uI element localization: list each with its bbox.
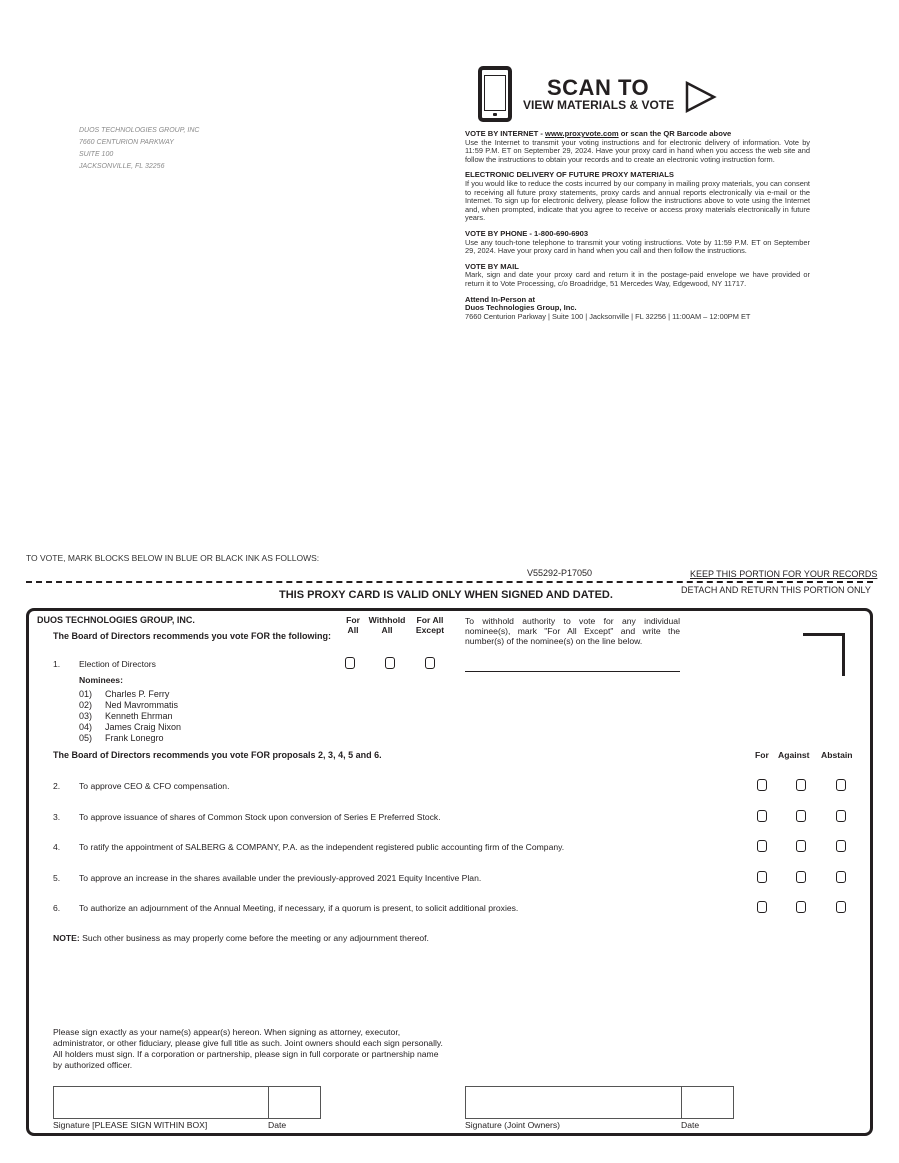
checkbox-abstain[interactable] xyxy=(836,810,846,822)
phone-heading: VOTE BY PHONE - 1-800-690-6903 xyxy=(465,228,589,238)
other-business-note: NOTE: Such other business as may properly come before the meeting or any adjournment thereof. xyxy=(53,933,429,943)
col-abstain: Abstain xyxy=(821,750,853,760)
joint-signature-label: Signature (Joint Owners) xyxy=(465,1120,561,1130)
attend-address: 7660 Centurion Parkway | Suite 100 | Jacksonville | FL 32256 | 11:00AM – 12:00PM ET xyxy=(465,311,751,321)
voting-instructions xyxy=(465,130,810,328)
col-for-all-except: For All Except xyxy=(415,615,445,635)
signature-label: Signature [PLEASE SIGN WITHIN BOX] xyxy=(53,1120,208,1130)
checkbox-for[interactable] xyxy=(757,901,767,913)
item-number: 1. xyxy=(53,659,61,669)
board-recommendation-proposals: The Board of Directors recommends you vote FOR proposals 2, 3, 4, 5 and 6. xyxy=(53,750,382,760)
proposal-text: To ratify the appointment of SALBERG & COMPANY, P.A. as the independent registered public accounting firm of the Company. xyxy=(79,842,565,852)
return-address-line: DUOS TECHNOLOGIES GROUP, INC xyxy=(79,127,200,134)
proposal-number: 5. xyxy=(53,873,61,883)
detach-return-label: DETACH AND RETURN THIS PORTION ONLY xyxy=(681,585,871,595)
except-write-in-line[interactable] xyxy=(465,671,680,672)
checkbox-for[interactable] xyxy=(757,779,767,791)
nominee-list xyxy=(79,689,181,744)
proposal-number: 4. xyxy=(53,842,61,852)
checkbox-for[interactable] xyxy=(757,810,767,822)
mail-heading: VOTE BY MAIL xyxy=(465,261,519,271)
keep-portion-label: KEEP THIS PORTION FOR YOUR RECORDS xyxy=(686,569,881,579)
internet-body: Use the Internet to transmit your voting instructions and for electronic delivery of information. Vote by 11:59 P.M. ET on September 29, 2024. Have your proxy card in hand when you access the web site and follow the instructions to obtain your records and to create an electronic voting instruction form. xyxy=(465,137,810,164)
item-label-election: Election of Directors xyxy=(79,659,156,669)
scan-subtitle: VIEW MATERIALS & VOTE xyxy=(523,98,675,112)
checkbox-withhold-all[interactable] xyxy=(385,657,395,669)
proposal-text: To approve CEO & CFO compensation. xyxy=(79,781,230,791)
joint-date-box[interactable] xyxy=(681,1086,734,1119)
internet-heading: VOTE BY INTERNET - www.proxyvote.com or scan the QR Barcode above xyxy=(465,129,732,138)
checkbox-against[interactable] xyxy=(796,810,806,822)
company-name: DUOS TECHNOLOGIES GROUP, INC. xyxy=(37,615,195,625)
checkbox-against[interactable] xyxy=(796,840,806,852)
detach-dashed-line xyxy=(26,581,873,583)
edelivery-body: If you would like to reduce the costs incurred by our company in mailing proxy materials, you can consent to receiving all future proxy statements, proxy cards and annual reports electronically via e-mail or the Internet. To sign up for electronic delivery, please follow the instructions above to vote using the Internet and, when prompted, indicate that you agree to receive or access proxy materials electronically in future years. xyxy=(465,178,810,223)
col-for: For xyxy=(755,750,769,760)
checkbox-against[interactable] xyxy=(796,871,806,883)
checkbox-abstain[interactable] xyxy=(836,901,846,913)
corner-mark xyxy=(803,633,845,676)
control-code: V55292-P17050 xyxy=(523,568,596,578)
signing-instructions: Please sign exactly as your name(s) appear(s) hereon. When signing as attorney, executor, administrator, or other fiduciary, please give full title as such. Joint owners should each sign personally. All holders must sign. If a corporation or partnership, please sign in full corporate or partnership name by authorized officer. xyxy=(53,1027,443,1070)
mail-body: Mark, sign and date your proxy card and return it in the postage-paid envelope we have provided or return it to Vote Processing, c/o Broadridge, 51 Mercedes Way, Edgewood, NY 11717. xyxy=(465,270,810,288)
validity-notice: THIS PROXY CARD IS VALID ONLY WHEN SIGNED AND DATED. xyxy=(279,589,613,601)
col-withhold-all: Withhold All xyxy=(368,615,406,635)
checkbox-abstain[interactable] xyxy=(836,779,846,791)
withhold-instruction: To withhold authority to vote for any individual nominee(s), mark "For All Except" and write the number(s) of the nominee(s) on the line below. xyxy=(465,616,680,646)
return-address xyxy=(79,125,199,173)
checkbox-abstain[interactable] xyxy=(836,840,846,852)
board-recommendation-directors: The Board of Directors recommends you vote FOR the following: xyxy=(53,631,332,641)
proposal-number: 2. xyxy=(53,781,61,791)
edelivery-heading: ELECTRONIC DELIVERY OF FUTURE PROXY MATERIALS xyxy=(465,170,674,180)
checkbox-for[interactable] xyxy=(757,840,767,852)
nominees-label: Nominees: xyxy=(79,675,123,685)
checkbox-against[interactable] xyxy=(796,779,806,791)
proxyvote-link[interactable]: www.proxyvote.com xyxy=(545,129,619,138)
scan-title: SCAN TO xyxy=(547,75,650,100)
signature-box[interactable] xyxy=(53,1086,269,1119)
attend-company: Duos Technologies Group, Inc. xyxy=(465,303,577,313)
col-for-all: For All xyxy=(346,615,360,635)
smartphone-icon xyxy=(478,66,512,122)
checkbox-for-all[interactable] xyxy=(345,657,355,669)
play-arrow-icon xyxy=(684,80,718,114)
list-item: 01) Charles P. Ferry xyxy=(79,689,170,699)
date-label: Date xyxy=(268,1120,287,1130)
proposal-text: To approve an increase in the shares available under the previously-approved 2021 Equity Incentive Plan. xyxy=(79,873,482,883)
joint-signature-box[interactable] xyxy=(465,1086,682,1119)
list-item: 02) Ned Mavrommatis xyxy=(79,700,179,710)
attend-heading: Attend In-Person at xyxy=(465,294,536,304)
return-address-line: 7660 CENTURION PARKWAY xyxy=(79,139,174,146)
col-against: Against xyxy=(778,750,810,760)
checkbox-abstain[interactable] xyxy=(836,871,846,883)
proposal-number: 3. xyxy=(53,812,61,822)
list-item: 03) Kenneth Ehrman xyxy=(79,711,173,721)
proposal-text: To authorize an adjournment of the Annual Meeting, if necessary, if a quorum is present, to solicit additional proxies. xyxy=(79,903,519,913)
phone-body: Use any touch-tone telephone to transmit your voting instructions. Vote by 11:59 P.M. ET on September 29, 2024. Have your proxy card in hand when you call and then follow the instructions. xyxy=(465,237,810,256)
return-address-line: JACKSONVILLE, FL 32256 xyxy=(79,163,165,170)
joint-date-label: Date xyxy=(681,1120,700,1130)
checkbox-against[interactable] xyxy=(796,901,806,913)
checkbox-for-all-except[interactable] xyxy=(425,657,435,669)
return-address-line: SUITE 100 xyxy=(79,151,114,158)
proposal-number: 6. xyxy=(53,903,61,913)
list-item: 05) Frank Lonegro xyxy=(79,733,164,743)
list-item: 04) James Craig Nixon xyxy=(79,722,182,732)
to-vote-instruction: TO VOTE, MARK BLOCKS BELOW IN BLUE OR BLACK INK AS FOLLOWS: xyxy=(26,553,320,563)
checkbox-for[interactable] xyxy=(757,871,767,883)
proposal-text: To approve issuance of shares of Common Stock upon conversion of Series E Preferred Stock. xyxy=(79,812,441,822)
date-box[interactable] xyxy=(268,1086,321,1119)
